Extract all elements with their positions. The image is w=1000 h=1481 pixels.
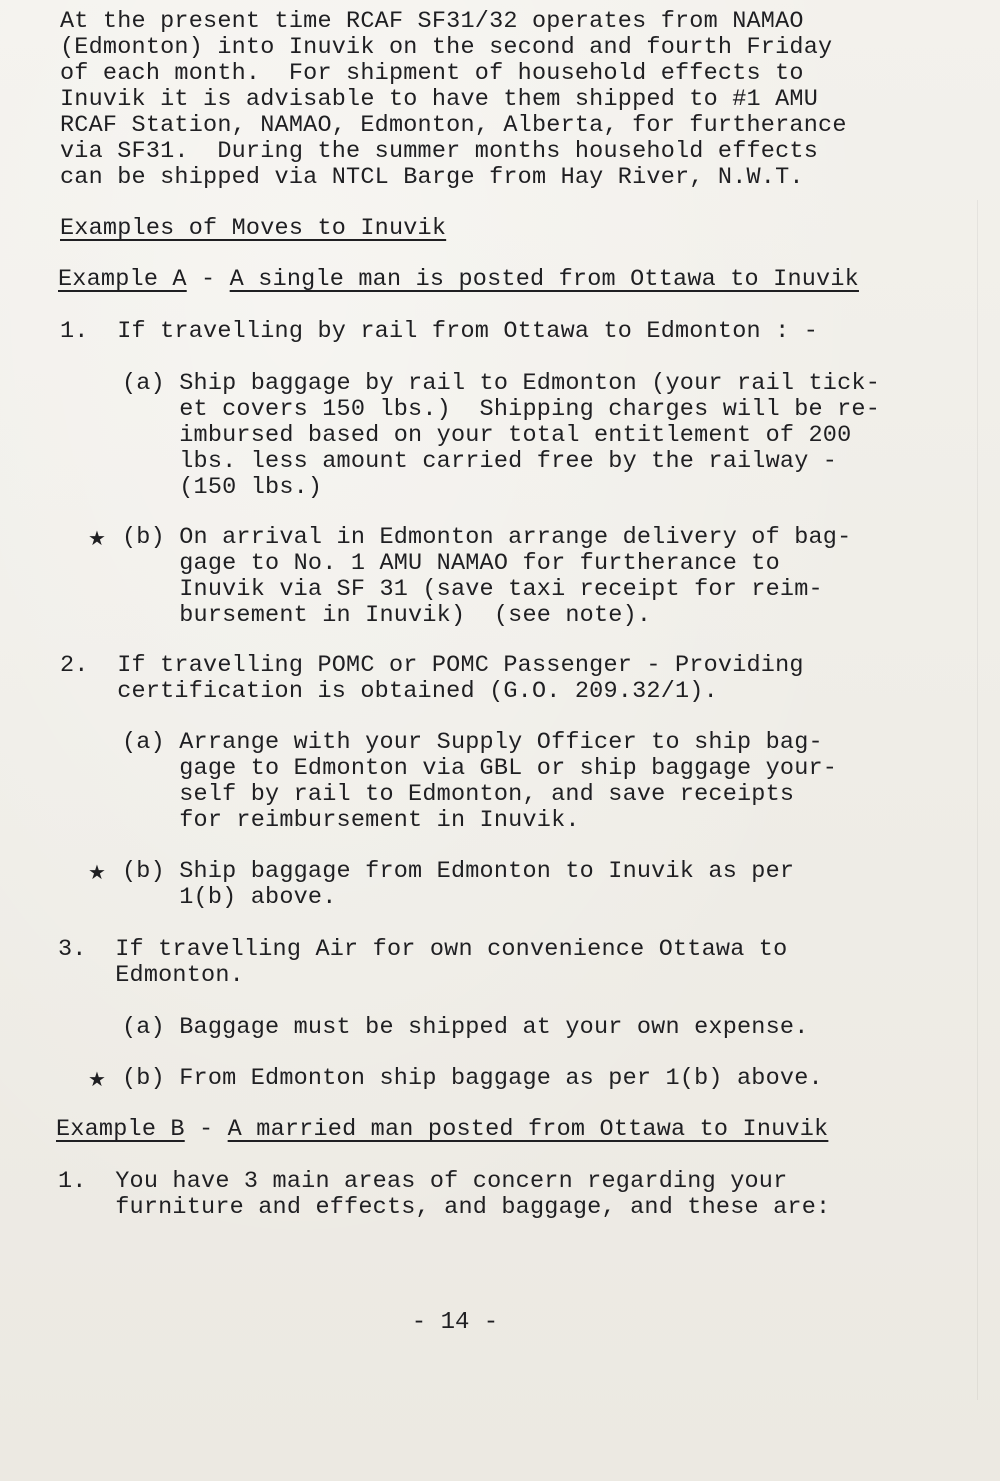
star-icon: ★	[88, 1067, 106, 1091]
example-a-dash: -	[186, 266, 230, 293]
star-icon: ★	[88, 526, 106, 550]
example-a-title: A single man is posted from Ottawa to Inuvik	[229, 266, 859, 293]
example-a-item-3a: (a) Baggage must be shipped at your own expense.	[122, 1014, 809, 1041]
example-a-item-3: Edmonton.	[58, 962, 244, 989]
intro-line: RCAF Station, NAMAO, Edmonton, Alberta, for furtherance	[60, 112, 847, 139]
example-a-item-1a: imbursed based on your total entitlement of 200	[122, 422, 852, 449]
example-a-item-1b: bursement in Inuvik) (see note).	[122, 602, 652, 629]
example-b-heading	[56, 1117, 828, 1143]
example-a-item-2a: self by rail to Edmonton, and save receipts	[122, 781, 795, 808]
example-b-label: Example B	[56, 1116, 185, 1143]
example-a-item-1a: (a) Ship baggage by rail to Edmonton (your rail tick-	[122, 370, 881, 397]
example-a-item-2b: 1(b) above.	[122, 884, 337, 911]
example-a-item-1a: (150 lbs.)	[122, 474, 323, 501]
example-a-item-1b: (b) On arrival in Edmonton arrange delivery of bag-	[122, 524, 852, 551]
example-a-item-2a: gage to Edmonton via GBL or ship baggage your-	[122, 755, 838, 782]
example-a-item-2a: for reimbursement in Inuvik.	[122, 807, 580, 834]
example-a-item-2: 2. If travelling POMC or POMC Passenger - Providing	[60, 652, 804, 679]
example-b-item-1: 1. You have 3 main areas of concern regarding your	[58, 1168, 788, 1195]
intro-line: of each month. For shipment of household effects to	[60, 60, 804, 87]
example-a-item-1a: et covers 150 lbs.) Shipping charges will be re-	[122, 396, 881, 423]
star-icon: ★	[88, 860, 106, 884]
example-a-item-1a: lbs. less amount carried free by the railway -	[122, 448, 838, 475]
page-number: - 14 -	[411, 1309, 499, 1336]
example-a-item-3: 3. If travelling Air for own convenience Ottawa to	[58, 936, 788, 963]
example-a-item-2: certification is obtained (G.O. 209.32/1).	[60, 678, 718, 705]
example-b-item-1: furniture and effects, and baggage, and these are:	[58, 1194, 831, 1221]
example-a-item-2b: (b) Ship baggage from Edmonton to Inuvik as per	[122, 858, 795, 885]
intro-line: At the present time RCAF SF31/32 operates from NAMAO	[60, 8, 804, 35]
example-a-item-2a: (a) Arrange with your Supply Officer to ship bag-	[122, 729, 823, 756]
example-b-title: A married man posted from Ottawa to Inuvik	[227, 1116, 829, 1143]
example-a-label: Example A	[58, 266, 187, 293]
example-a-item-1b: gage to No. 1 AMU NAMAO for furtherance to	[122, 550, 780, 577]
intro-line: Inuvik it is advisable to have them shipped to #1 AMU	[60, 86, 819, 113]
example-a-heading	[58, 267, 859, 293]
examples-heading: Examples of Moves to Inuvik	[60, 215, 447, 242]
example-a-item-1b: Inuvik via SF 31 (save taxi receipt for reim-	[122, 576, 823, 603]
example-a-item-3b: (b) From Edmonton ship baggage as per 1(b) above.	[122, 1065, 823, 1092]
intro-line: via SF31. During the summer months household effects	[60, 138, 819, 165]
intro-line: can be shipped via NTCL Barge from Hay River, N.W.T.	[60, 164, 804, 191]
paper-edge	[977, 200, 978, 1400]
example-a-item-1: 1. If travelling by rail from Ottawa to Edmonton : -	[60, 318, 819, 345]
intro-line: (Edmonton) into Inuvik on the second and fourth Friday	[60, 34, 833, 61]
example-b-dash: -	[184, 1116, 228, 1143]
